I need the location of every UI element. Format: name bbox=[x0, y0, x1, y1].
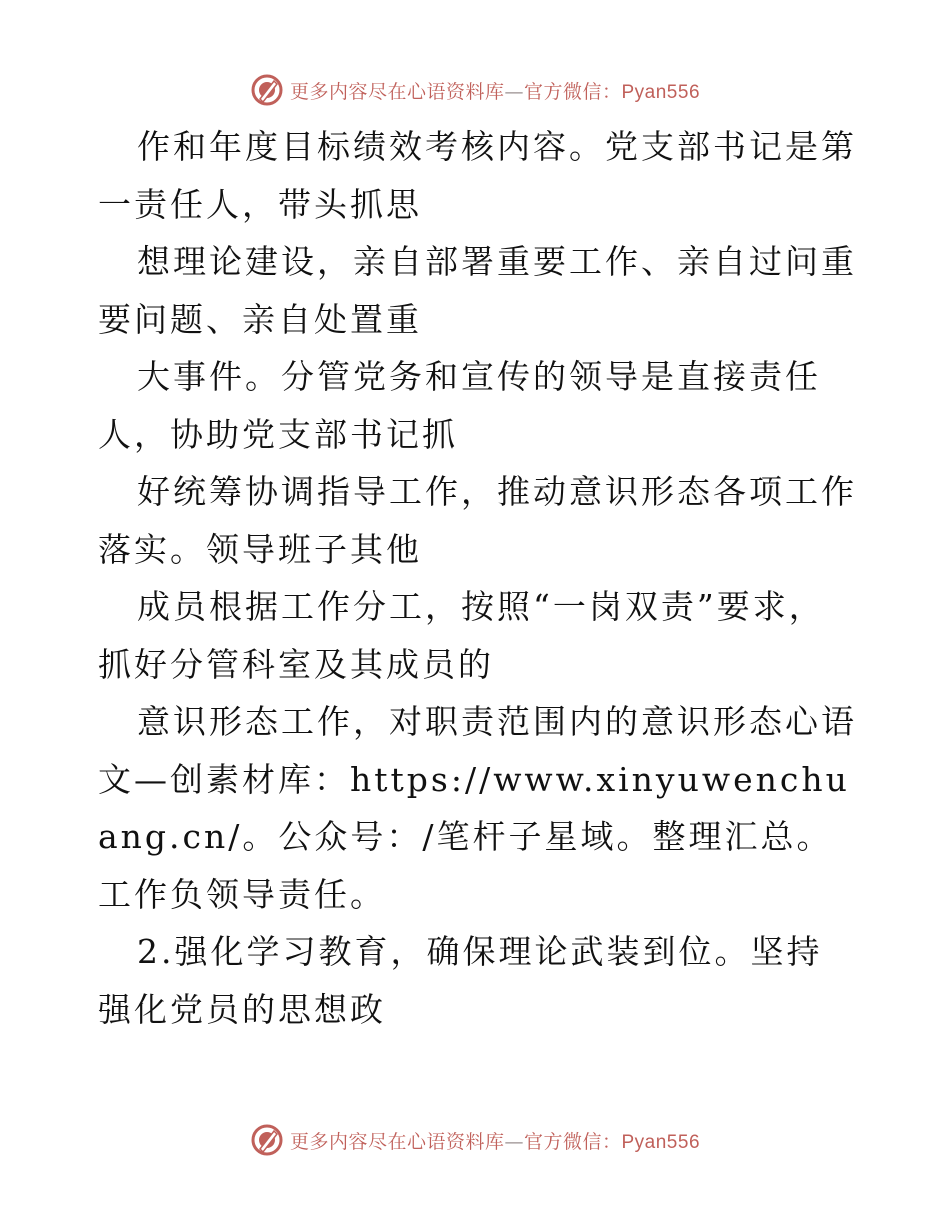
banner-separator: — bbox=[504, 1130, 524, 1153]
paragraph: 作和年度目标绩效考核内容。党支部书记是第一责任人，带头抓思 bbox=[98, 127, 857, 224]
header-banner bbox=[0, 70, 950, 110]
banner-separator: — bbox=[504, 80, 524, 103]
banner-wechat-id: Pyan556 bbox=[621, 1131, 701, 1153]
pen-logo-icon bbox=[250, 1123, 284, 1157]
paragraph: 大事件。分管党务和宣传的领导是直接责任人，协助党支部书记抓 bbox=[98, 357, 821, 454]
paragraph: 成员根据工作分工，按照“一岗双责”要求，抓好分管科室及其成员的 bbox=[98, 587, 825, 684]
document-body bbox=[98, 118, 858, 1038]
paragraph: 想理论建设，亲自部署重要工作、亲自过问重要问题、亲自处置重 bbox=[98, 242, 857, 339]
paragraph: 2.强化学习教育，确保理论武装到位。坚持强化党员的思想政 bbox=[98, 932, 823, 1029]
pen-logo-icon bbox=[250, 73, 284, 107]
banner-wechat-label: 官方微信： bbox=[523, 1130, 622, 1153]
banner-text bbox=[290, 77, 700, 104]
paragraph: 好统筹协调指导工作，推动意识形态各项工作落实。领导班子其他 bbox=[98, 472, 857, 569]
banner-main-text: 更多内容尽在心语资料库 bbox=[289, 80, 505, 103]
paragraph: 意识形态工作，对职责范围内的意识形态心语文—创素材库：https://www.xinyuwenchuang.cn/。公众号：/笔杆子星域。整理汇总。工作负领导责任。 bbox=[98, 702, 857, 914]
banner-wechat-label: 官方微信： bbox=[523, 80, 622, 103]
banner-text bbox=[290, 1127, 700, 1154]
banner-main-text: 更多内容尽在心语资料库 bbox=[289, 1130, 505, 1153]
banner-wechat-id: Pyan556 bbox=[621, 81, 701, 103]
footer-banner bbox=[0, 1120, 950, 1160]
